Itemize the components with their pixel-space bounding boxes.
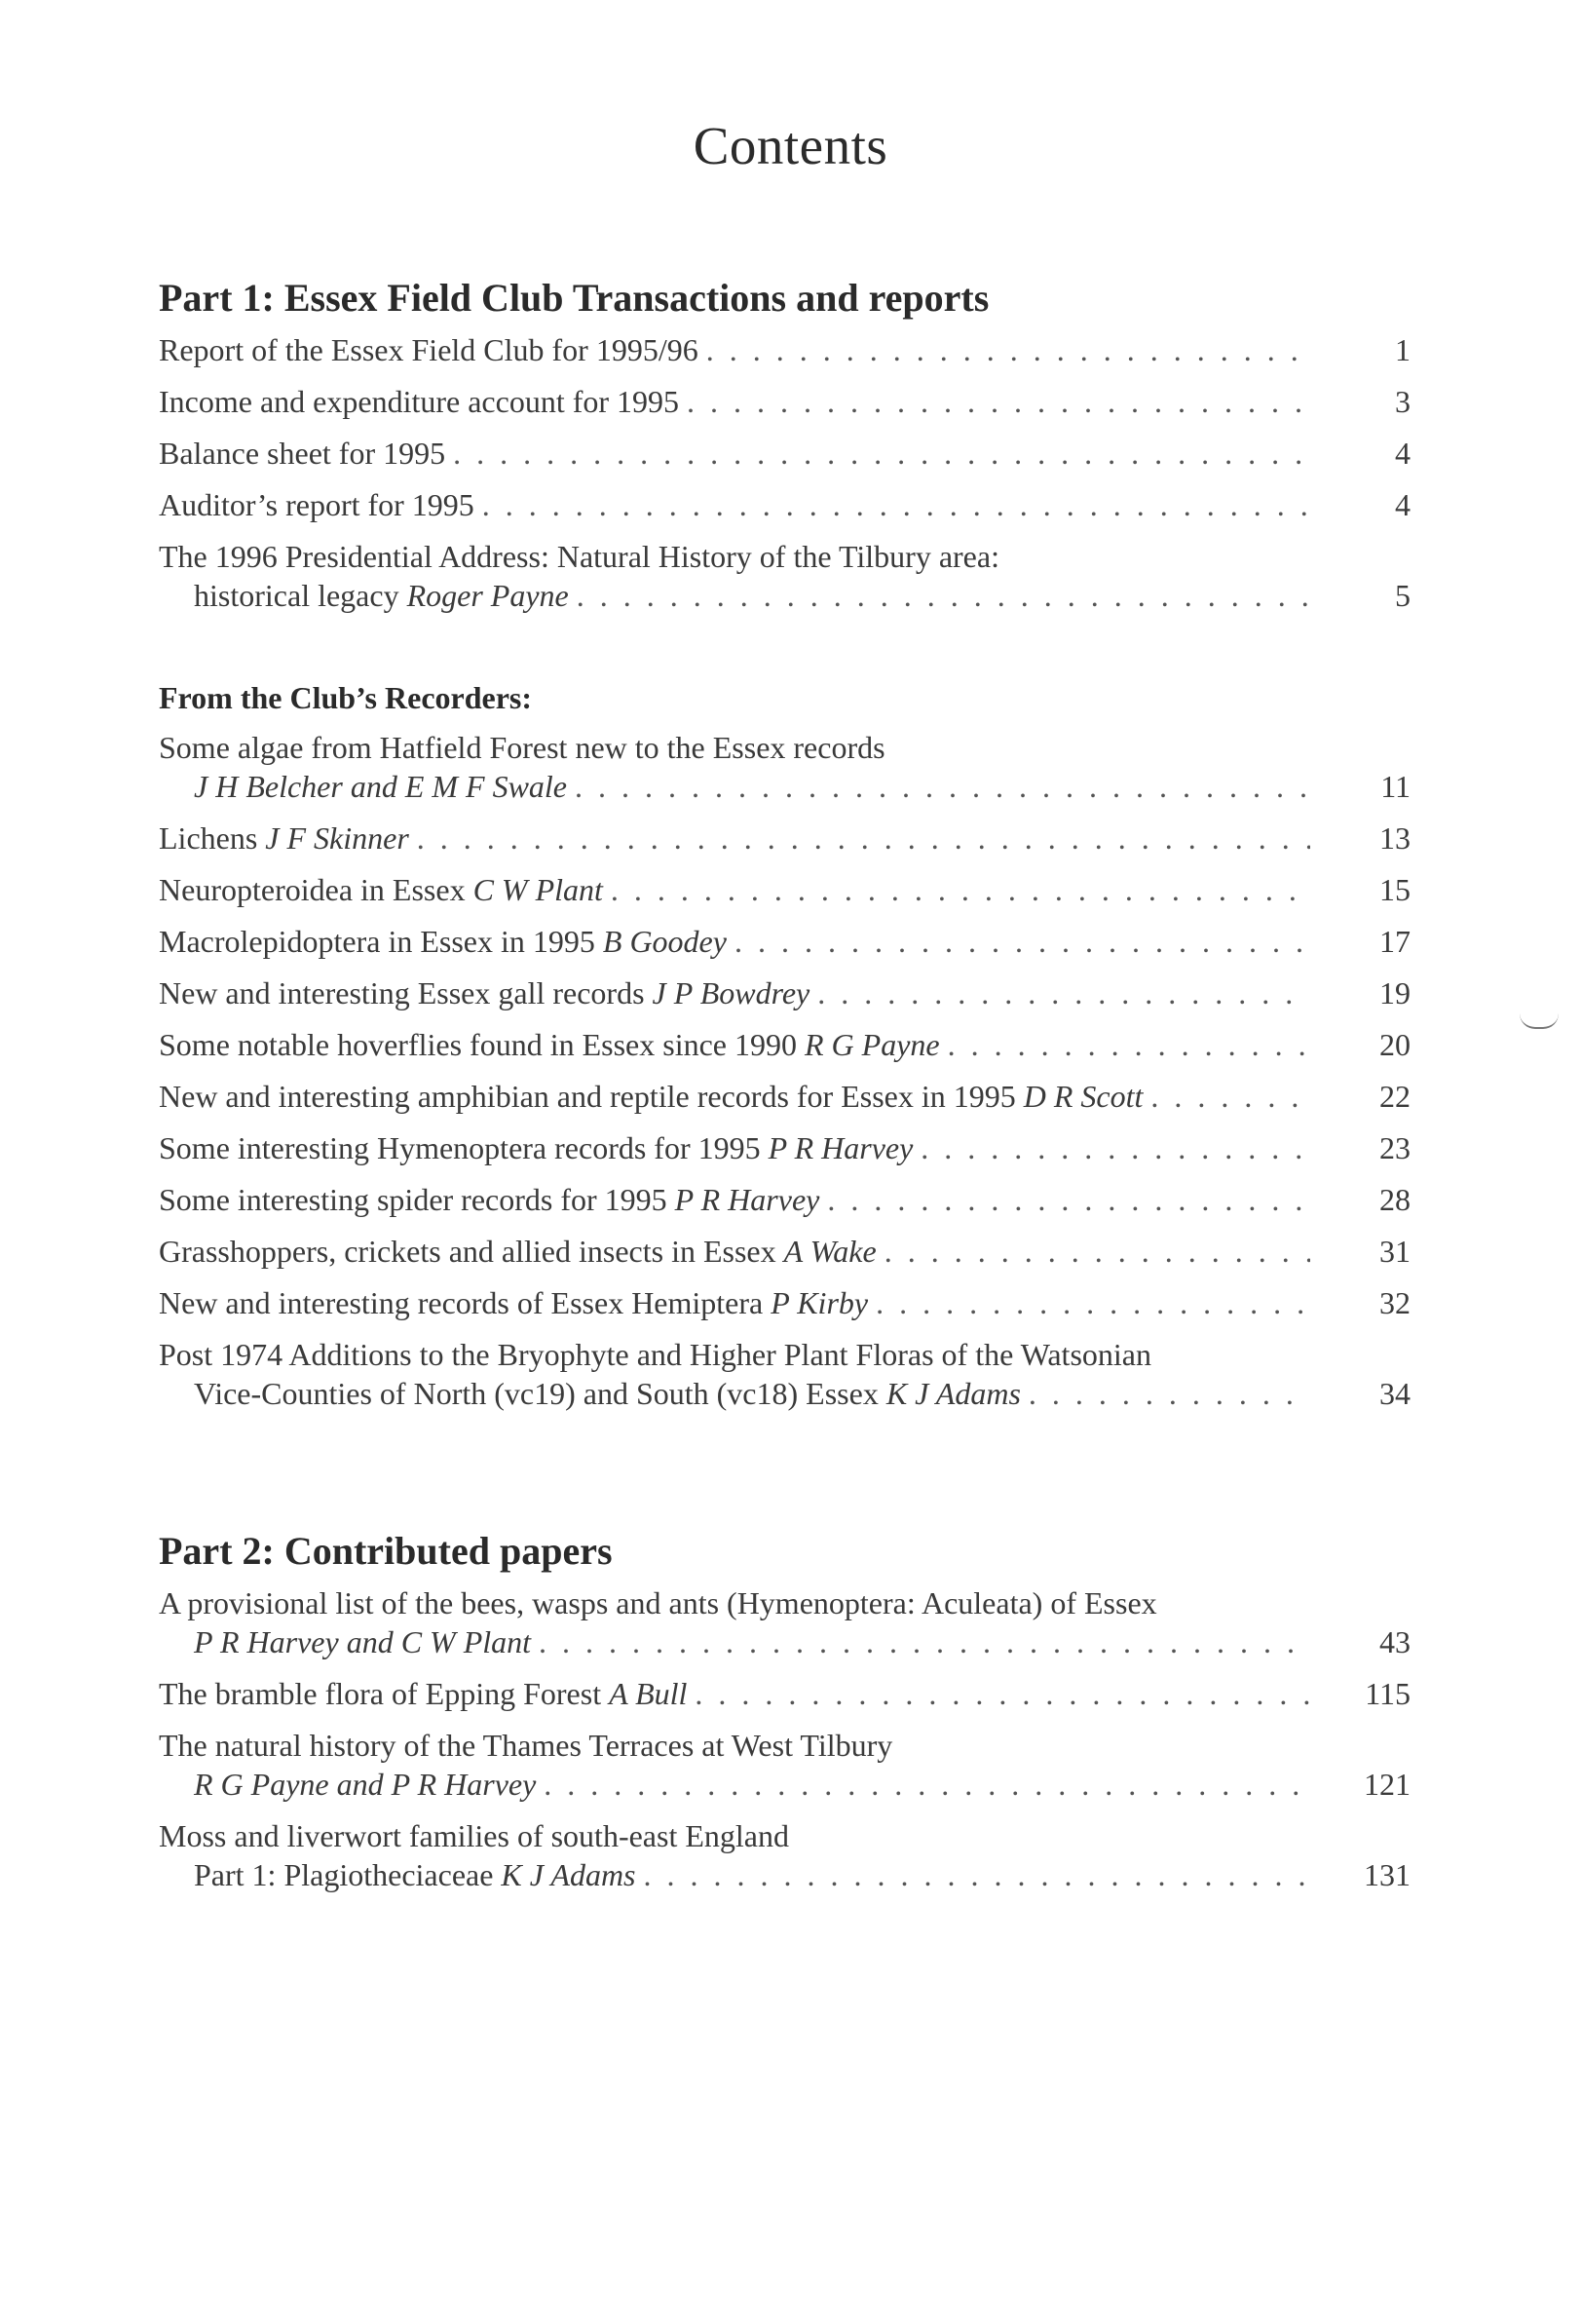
- entry-author: P R Harvey: [768, 1130, 914, 1165]
- entry-title: Auditor’s report for 1995: [159, 487, 474, 522]
- entry-title: Lichens: [159, 820, 258, 856]
- entry-page: 15: [1379, 872, 1411, 907]
- entry-page: 131: [1364, 1857, 1411, 1892]
- entry-title: Balance sheet for 1995: [159, 436, 446, 471]
- entry-author: B Goodey: [602, 924, 727, 959]
- entry-title: Post 1974 Additions to the Bryophyte and Higher Plant Floras of the Watsonian: [159, 1337, 1151, 1372]
- toc-entry[interactable]: [159, 1726, 1411, 1804]
- entry-title-cont: Part 1: Plagiotheciaceae: [194, 1857, 494, 1892]
- entry-page: 20: [1379, 1027, 1411, 1062]
- part2-heading: Part 2: Contributed papers: [159, 1529, 613, 1573]
- entry-title: Some interesting Hymenoptera records for 1995: [159, 1130, 761, 1165]
- entry-author: R G Payne and P R Harvey: [194, 1767, 537, 1802]
- toc-entry[interactable]: [159, 382, 1411, 421]
- entry-title-cont: Vice-Counties of North (vc19) and South (vc18) Essex: [194, 1376, 879, 1411]
- part1-heading: Part 1: Essex Field Club Transactions and reports: [159, 276, 990, 320]
- entry-title: Report of the Essex Field Club for 1995/96: [159, 332, 698, 367]
- entry-page: 5: [1395, 578, 1411, 613]
- toc-entry[interactable]: [159, 728, 1411, 806]
- entry-page: 19: [1379, 975, 1411, 1010]
- toc-entry[interactable]: [159, 973, 1411, 1012]
- entry-page: 3: [1395, 384, 1411, 419]
- recorders-section: [159, 680, 1411, 1426]
- entry-title: Moss and liverwort families of south-east England: [159, 1818, 789, 1853]
- entry-page: 4: [1395, 436, 1411, 471]
- toc-entry[interactable]: [159, 1335, 1411, 1413]
- entry-author: A Bull: [609, 1676, 688, 1711]
- entry-author: P R Harvey: [674, 1182, 820, 1217]
- toc-entry[interactable]: [159, 537, 1411, 615]
- entry-page: 1: [1395, 332, 1411, 367]
- entry-author: D R Scott: [1023, 1079, 1144, 1114]
- entry-page: 115: [1365, 1676, 1411, 1711]
- entry-page: 22: [1379, 1079, 1411, 1114]
- toc-entry[interactable]: [159, 434, 1411, 473]
- entry-author: J H Belcher and E M F Swale: [194, 769, 567, 804]
- part1-section: [159, 275, 1411, 628]
- toc-entry[interactable]: [159, 485, 1411, 524]
- entry-page: 17: [1379, 924, 1411, 959]
- entry-author: K J Adams: [885, 1376, 1021, 1411]
- entry-page: 13: [1379, 820, 1411, 856]
- entry-author: P R Harvey and C W Plant: [194, 1624, 532, 1659]
- page-title: Contents: [693, 116, 888, 175]
- entry-page: 121: [1364, 1767, 1411, 1802]
- entry-page: 28: [1379, 1182, 1411, 1217]
- entry-author: P Kirby: [771, 1285, 869, 1320]
- entry-title: Neuropteroidea in Essex: [159, 872, 466, 907]
- entry-page: 31: [1379, 1234, 1411, 1269]
- entry-title-cont: historical legacy: [194, 578, 399, 613]
- entry-author: J P Bowdrey: [652, 975, 810, 1010]
- entry-title: Some interesting spider records for 1995: [159, 1182, 667, 1217]
- entry-author: R G Payne: [804, 1027, 940, 1062]
- entry-author: A Wake: [783, 1234, 877, 1269]
- toc-entry[interactable]: [159, 819, 1411, 857]
- toc-entry[interactable]: [159, 870, 1411, 909]
- margin-pencil-mark: [1520, 1013, 1559, 1029]
- toc-entry[interactable]: [159, 1025, 1411, 1064]
- toc-entry[interactable]: [159, 1816, 1411, 1894]
- entry-title: The natural history of the Thames Terraces at West Tilbury: [159, 1728, 893, 1763]
- entry-page: 11: [1380, 769, 1411, 804]
- entry-title: Macrolepidoptera in Essex in 1995: [159, 924, 595, 959]
- entry-page: 43: [1379, 1624, 1411, 1659]
- entry-author: C W Plant: [472, 872, 603, 907]
- entry-author: K J Adams: [501, 1857, 636, 1892]
- entry-page: 4: [1395, 487, 1411, 522]
- entry-title: Some algae from Hatfield Forest new to the Essex records: [159, 730, 885, 765]
- toc-entry[interactable]: [159, 1674, 1411, 1713]
- part2-section: [159, 1528, 1411, 1907]
- entry-title: Grasshoppers, crickets and allied insects in Essex: [159, 1234, 776, 1269]
- toc-entry[interactable]: [159, 1180, 1411, 1219]
- entry-title: Income and expenditure account for 1995: [159, 384, 680, 419]
- toc-entry[interactable]: [159, 1077, 1411, 1116]
- entry-title: New and interesting Essex gall records: [159, 975, 645, 1010]
- entry-title: Some notable hoverflies found in Essex since 1990: [159, 1027, 797, 1062]
- toc-entry[interactable]: [159, 1283, 1411, 1322]
- toc-entry[interactable]: [159, 330, 1411, 369]
- entry-title: The 1996 Presidential Address: Natural History of the Tilbury area:: [159, 539, 999, 574]
- entry-title: New and interesting amphibian and reptile records for Essex in 1995: [159, 1079, 1016, 1114]
- toc-entry[interactable]: [159, 1583, 1411, 1661]
- entry-author: J F Skinner: [265, 820, 409, 856]
- toc-entry[interactable]: [159, 1128, 1411, 1167]
- toc-entry[interactable]: [159, 1232, 1411, 1271]
- toc-entry[interactable]: [159, 922, 1411, 961]
- entry-author: Roger Payne: [406, 578, 569, 613]
- recorders-heading: From the Club’s Recorders:: [159, 680, 533, 715]
- entry-page: 34: [1379, 1376, 1411, 1411]
- entry-page: 23: [1379, 1130, 1411, 1165]
- entry-title: A provisional list of the bees, wasps and ants (Hymenoptera: Aculeata) of Essex: [159, 1585, 1157, 1620]
- entry-title: New and interesting records of Essex Hemiptera: [159, 1285, 764, 1320]
- entry-title: The bramble flora of Epping Forest: [159, 1676, 602, 1711]
- entry-page: 32: [1379, 1285, 1411, 1320]
